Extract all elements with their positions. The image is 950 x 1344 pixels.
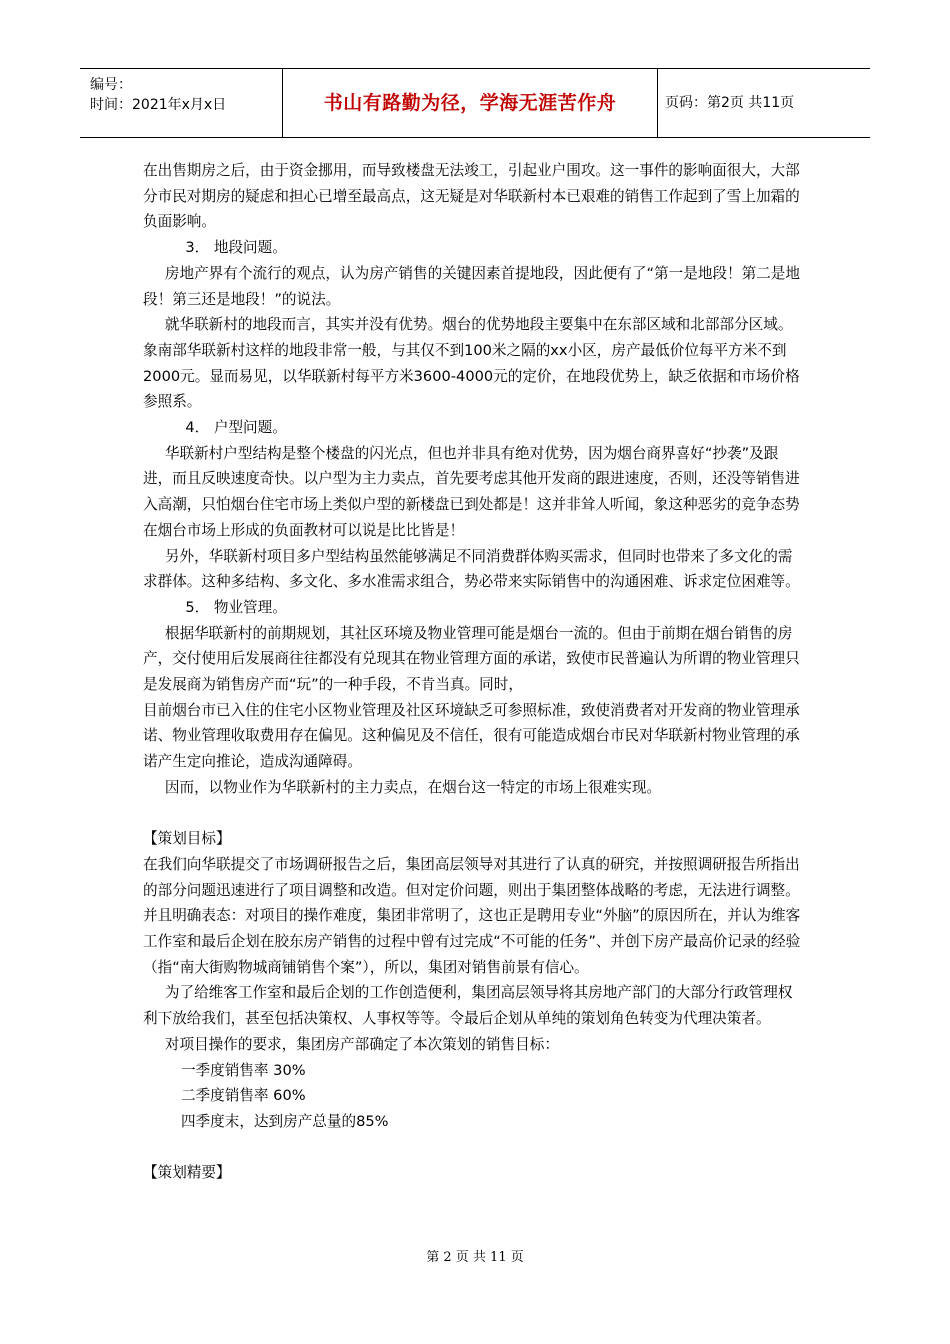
heading-location-issue: 3． 地段问题。 (185, 239, 287, 257)
sales-target-q4: 四季度末，达到房产总量的85% (180, 1113, 389, 1130)
header-meta (80, 69, 282, 137)
paragraph-sales-target-intro: 对项目操作的要求，集团房产部确定了本次策划的销售目标： (164, 1035, 559, 1053)
heading-property-management: 5． 物业管理。 (185, 598, 287, 616)
paragraph-property-management-bias: 目前烟台市已入住的住宅小区物业管理及社区环境缺乏可参照标准，致使消费者对开发商的物业管理承诺、物业管理收取费用存在偏见。这种偏见及不信任，很有可能造成烟台市民对华联新村物业管理的承诺产生定向推论，造成沟通障碍。 (143, 701, 800, 771)
header-page-info: 页码：第2页 共11页 (665, 95, 795, 111)
page-header (80, 68, 870, 138)
sales-target-q2: 二季度销售率 60% (180, 1087, 306, 1105)
document-number-label: 编号： (90, 77, 132, 93)
sales-target-q1: 一季度销售率 30% (180, 1061, 306, 1079)
page-footer: 第 2 页 共 11 页 (426, 1250, 524, 1265)
header-motto-cell (282, 69, 658, 137)
paragraph-property-management-conclusion: 因而，以物业作为华联新村的主力卖点，在烟台这一特定的市场上很难实现。 (164, 778, 662, 796)
section-heading-planning-goal: 【策划目标】 (143, 830, 231, 848)
paragraph-planning-goal: 在我们向华联提交了市场调研报告之后，集团高层领导对其进行了认真的研究，并按照调研报告所指出的部分问题迅速进行了项目调整和改造。但对定价问题，则出于集团整体战略的考虑，无法进行调整。并且明确表态：对项目的操作难度，集团非常明了，这也正是聘用专业“外脑”的原因所在，并认为维客工作室和最后企划在胶东房产销售的过程中曾有过完成“不可能的任务”、并创下房产最高价记录的经验（指“南大街购物城商铺销售个案”），所以，集团对销售前景有信心。 (143, 855, 801, 976)
spacer (143, 1135, 806, 1161)
paragraph-location-analysis: 就华联新村的地段而言，其实并没有优势。烟台的优势地段主要集中在东部区域和北部部分区域。象南部华联新村这样的地段非常一般，与其仅不到100米之隔的xx小区，房产最低价位每平方米不到2000元。显而易见，以华联新村每平方米3600-4000元的定价，在地段优势上，缺乏依据和市场价格参照系。 (143, 316, 800, 411)
heading-unit-type-issue: 4． 户型问题。 (185, 419, 287, 437)
paragraph-location-view: 房地产界有个流行的观点，认为房产销售的关键因素首提地段，因此便有了“第一是地段！第二是地段！第三还是地段！”的说法。 (143, 264, 800, 308)
paragraph-unit-type-diversity: 另外，华联新村项目多户型结构虽然能够满足不同消费群体购买需求，但同时也带来了多文化的需求群体。这种多结构、多文化、多水准需求组合，势必带来实际销售中的沟通困难、诉求定位困难等。 (143, 547, 800, 591)
paragraph-property-management-plan: 根据华联新村的前期规划，其社区环境及物业管理可能是烟台一流的。但由于前期在烟台销售的房产，交付使用后发展商往往都没有兑现其在物业管理方面的承诺，致使市民普遍认为所谓的物业管理只是发展商为销售房产而“玩”的一种手段，不肯当真。同时， (143, 624, 800, 694)
document-body (143, 158, 806, 1186)
paragraph-unit-type-analysis: 华联新村户型结构是整个楼盘的闪光点，但也并非具有绝对优势，因为烟台商界喜好“抄袭”及跟进，而且反映速度奇快。以户型为主力卖点，首先要考虑其他开发商的跟进速度，否则，还没等销售进入高潮，只怕烟台住宅市场上类似户型的新楼盘已到处都是！这并非耸人听闻，象这种恶劣的竞争态势在烟台市场上形成的负面教材可以说是比比皆是！ (143, 444, 800, 539)
section-heading-planning-essentials: 【策划精要】 (143, 1164, 231, 1182)
header-motto: 书山有路勤为径，学海无涯苦作舟 (323, 92, 617, 114)
document-date: 时间：2021年x月x日 (90, 97, 227, 113)
header-page-cell (657, 69, 870, 137)
spacer (143, 801, 806, 827)
paragraph-delegation: 为了给维客工作室和最后企划的工作创造便利，集团高层领导将其房地产部门的大部分行政管理权利下放给我们，甚至包括决策权、人事权等等。令最后企划从单纯的策划角色转变为代理决策者。 (143, 984, 793, 1028)
paragraph-presale-impact: 在出售期房之后，由于资金挪用，而导致楼盘无法竣工，引起业户围攻。这一事件的影响面很大，大部分市民对期房的疑虑和担心已增至最高点，这无疑是对华联新村本已艰难的销售工作起到了雪上加霜的负面影响。 (143, 162, 800, 231)
